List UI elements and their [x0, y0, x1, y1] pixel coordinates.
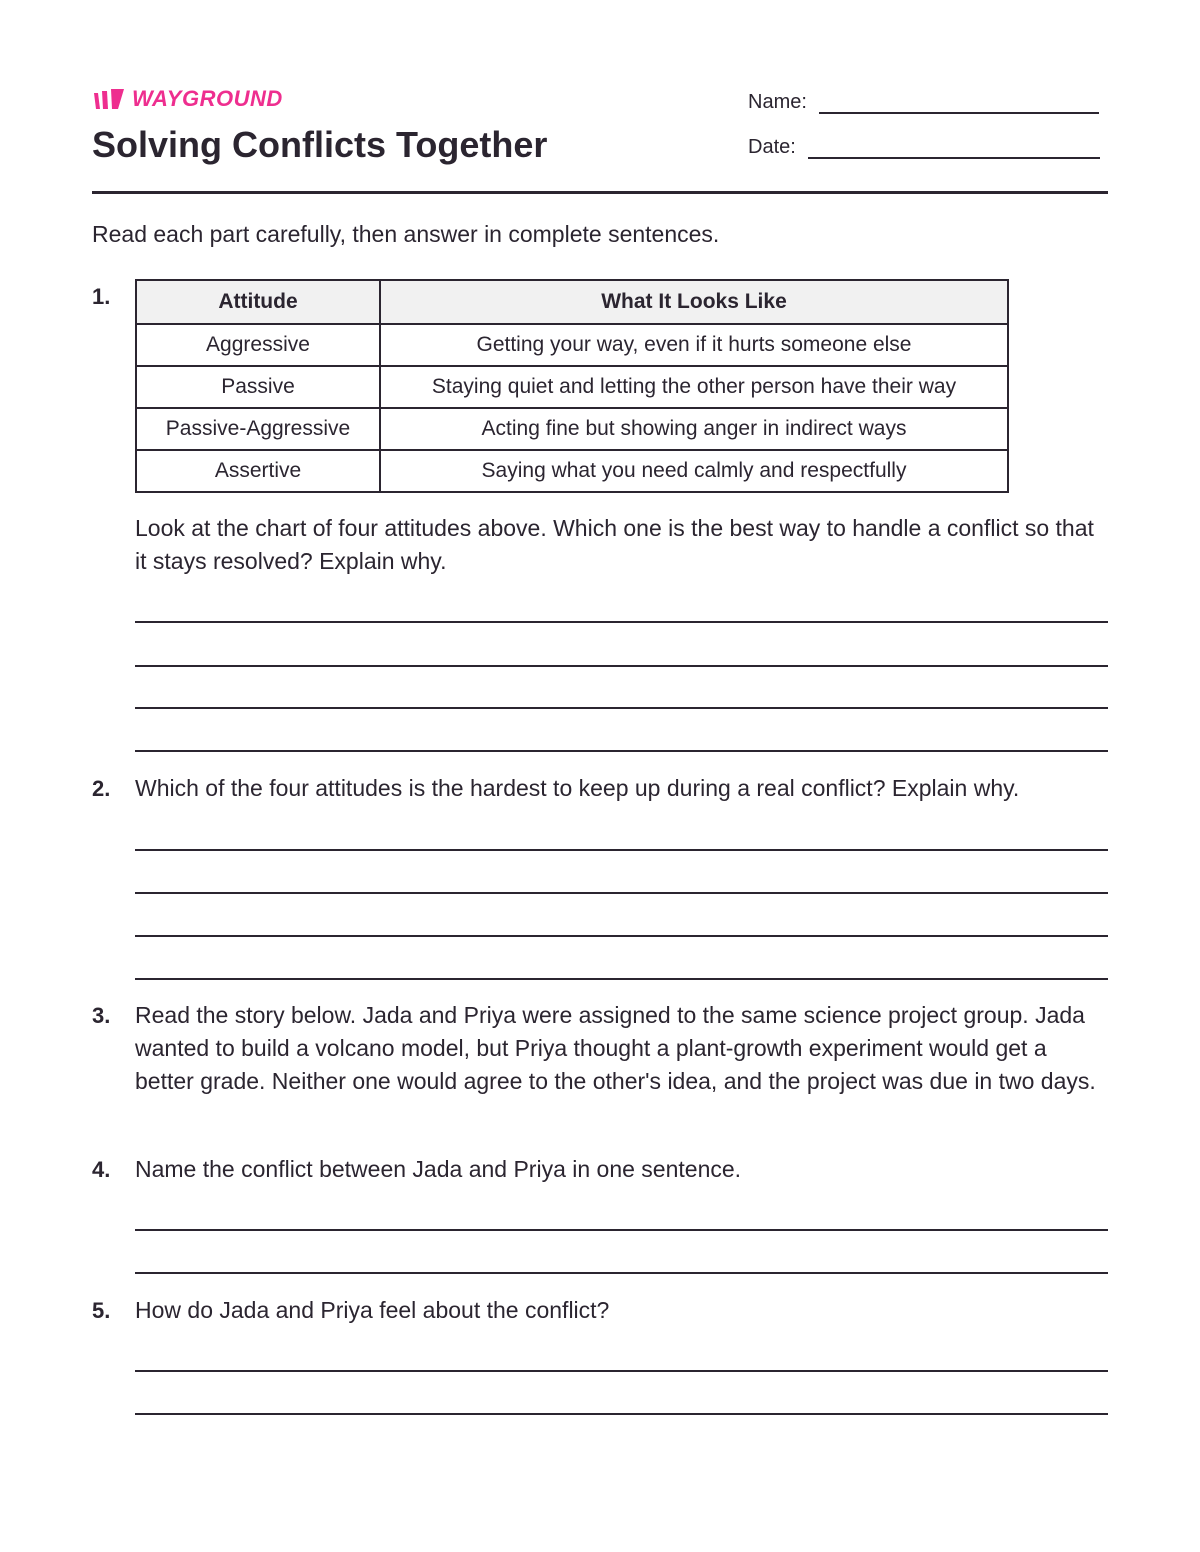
table-row — [136, 408, 1008, 450]
table-cell-description: Staying quiet and letting the other person have their way — [380, 366, 1008, 408]
answer-line-1a[interactable] — [135, 621, 1108, 623]
page-title: Solving Conflicts Together — [92, 124, 548, 165]
attitudes-table — [135, 279, 1009, 493]
date-field[interactable] — [748, 135, 1100, 159]
table-row — [136, 450, 1008, 492]
table-cell-description: Acting fine but showing anger in indirect ways — [380, 408, 1008, 450]
question-number-5: 5. — [92, 1298, 111, 1323]
question-number-1: 1. — [92, 284, 111, 309]
table-header-row — [136, 280, 1008, 324]
wayground-logo-icon — [92, 87, 126, 111]
table-row — [136, 366, 1008, 408]
answer-line-2a[interactable] — [135, 849, 1108, 851]
answer-line-4b[interactable] — [135, 1272, 1108, 1274]
table-cell-description: Saying what you need calmly and respectfully — [380, 450, 1008, 492]
table-row — [136, 324, 1008, 366]
question-text-4: Name the conflict between Jada and Priya in one sentence. — [135, 1156, 742, 1182]
table-header-looks-like: What It Looks Like — [380, 280, 1008, 324]
question-number-3: 3. — [92, 1003, 111, 1028]
answer-line-2b[interactable] — [135, 892, 1108, 894]
date-label: Date: — [748, 136, 796, 158]
table-cell-attitude: Passive — [136, 366, 380, 408]
answer-line-2c[interactable] — [135, 935, 1108, 937]
question-text-2: Which of the four attitudes is the hardest to keep up during a real conflict? Explain why. — [135, 775, 1020, 801]
instructions: Read each part carefully, then answer in complete sentences. — [92, 221, 720, 247]
answer-line-1b[interactable] — [135, 665, 1108, 667]
brand-name: WAYGROUND — [132, 86, 283, 111]
table-cell-attitude: Passive-Aggressive — [136, 408, 380, 450]
question-text-3: Read the story below. Jada and Priya were assigned to the same science project group. Jada wanted to build a volcano model, but Priya thought a plant-growth experiment would get a better grade. Neither one would agree to the other's idea, and the project was due in two days. — [135, 1002, 1096, 1094]
table-header-attitude: Attitude — [136, 280, 380, 324]
question-number-4: 4. — [92, 1157, 111, 1182]
answer-line-4a[interactable] — [135, 1229, 1108, 1231]
table-cell-attitude: Aggressive — [136, 324, 380, 366]
date-line[interactable] — [808, 157, 1100, 159]
answer-line-1d[interactable] — [135, 750, 1108, 752]
question-number-2: 2. — [92, 776, 111, 801]
name-line[interactable] — [819, 112, 1099, 114]
answer-line-1c[interactable] — [135, 707, 1108, 709]
table-cell-attitude: Assertive — [136, 450, 380, 492]
question-text-5: How do Jada and Priya feel about the conflict? — [135, 1297, 610, 1323]
header-divider — [92, 191, 1108, 194]
name-label: Name: — [748, 91, 807, 113]
question-text-1: Look at the chart of four attitudes above. Which one is the best way to handle a conflict so that it stays resolved? Explain why. — [135, 515, 1094, 574]
answer-line-2d[interactable] — [135, 978, 1108, 980]
answer-line-5b[interactable] — [135, 1413, 1108, 1415]
answer-line-5a[interactable] — [135, 1370, 1108, 1372]
brand-logo — [92, 87, 283, 111]
table-cell-description: Getting your way, even if it hurts someone else — [380, 324, 1008, 366]
name-field[interactable] — [748, 90, 1099, 114]
